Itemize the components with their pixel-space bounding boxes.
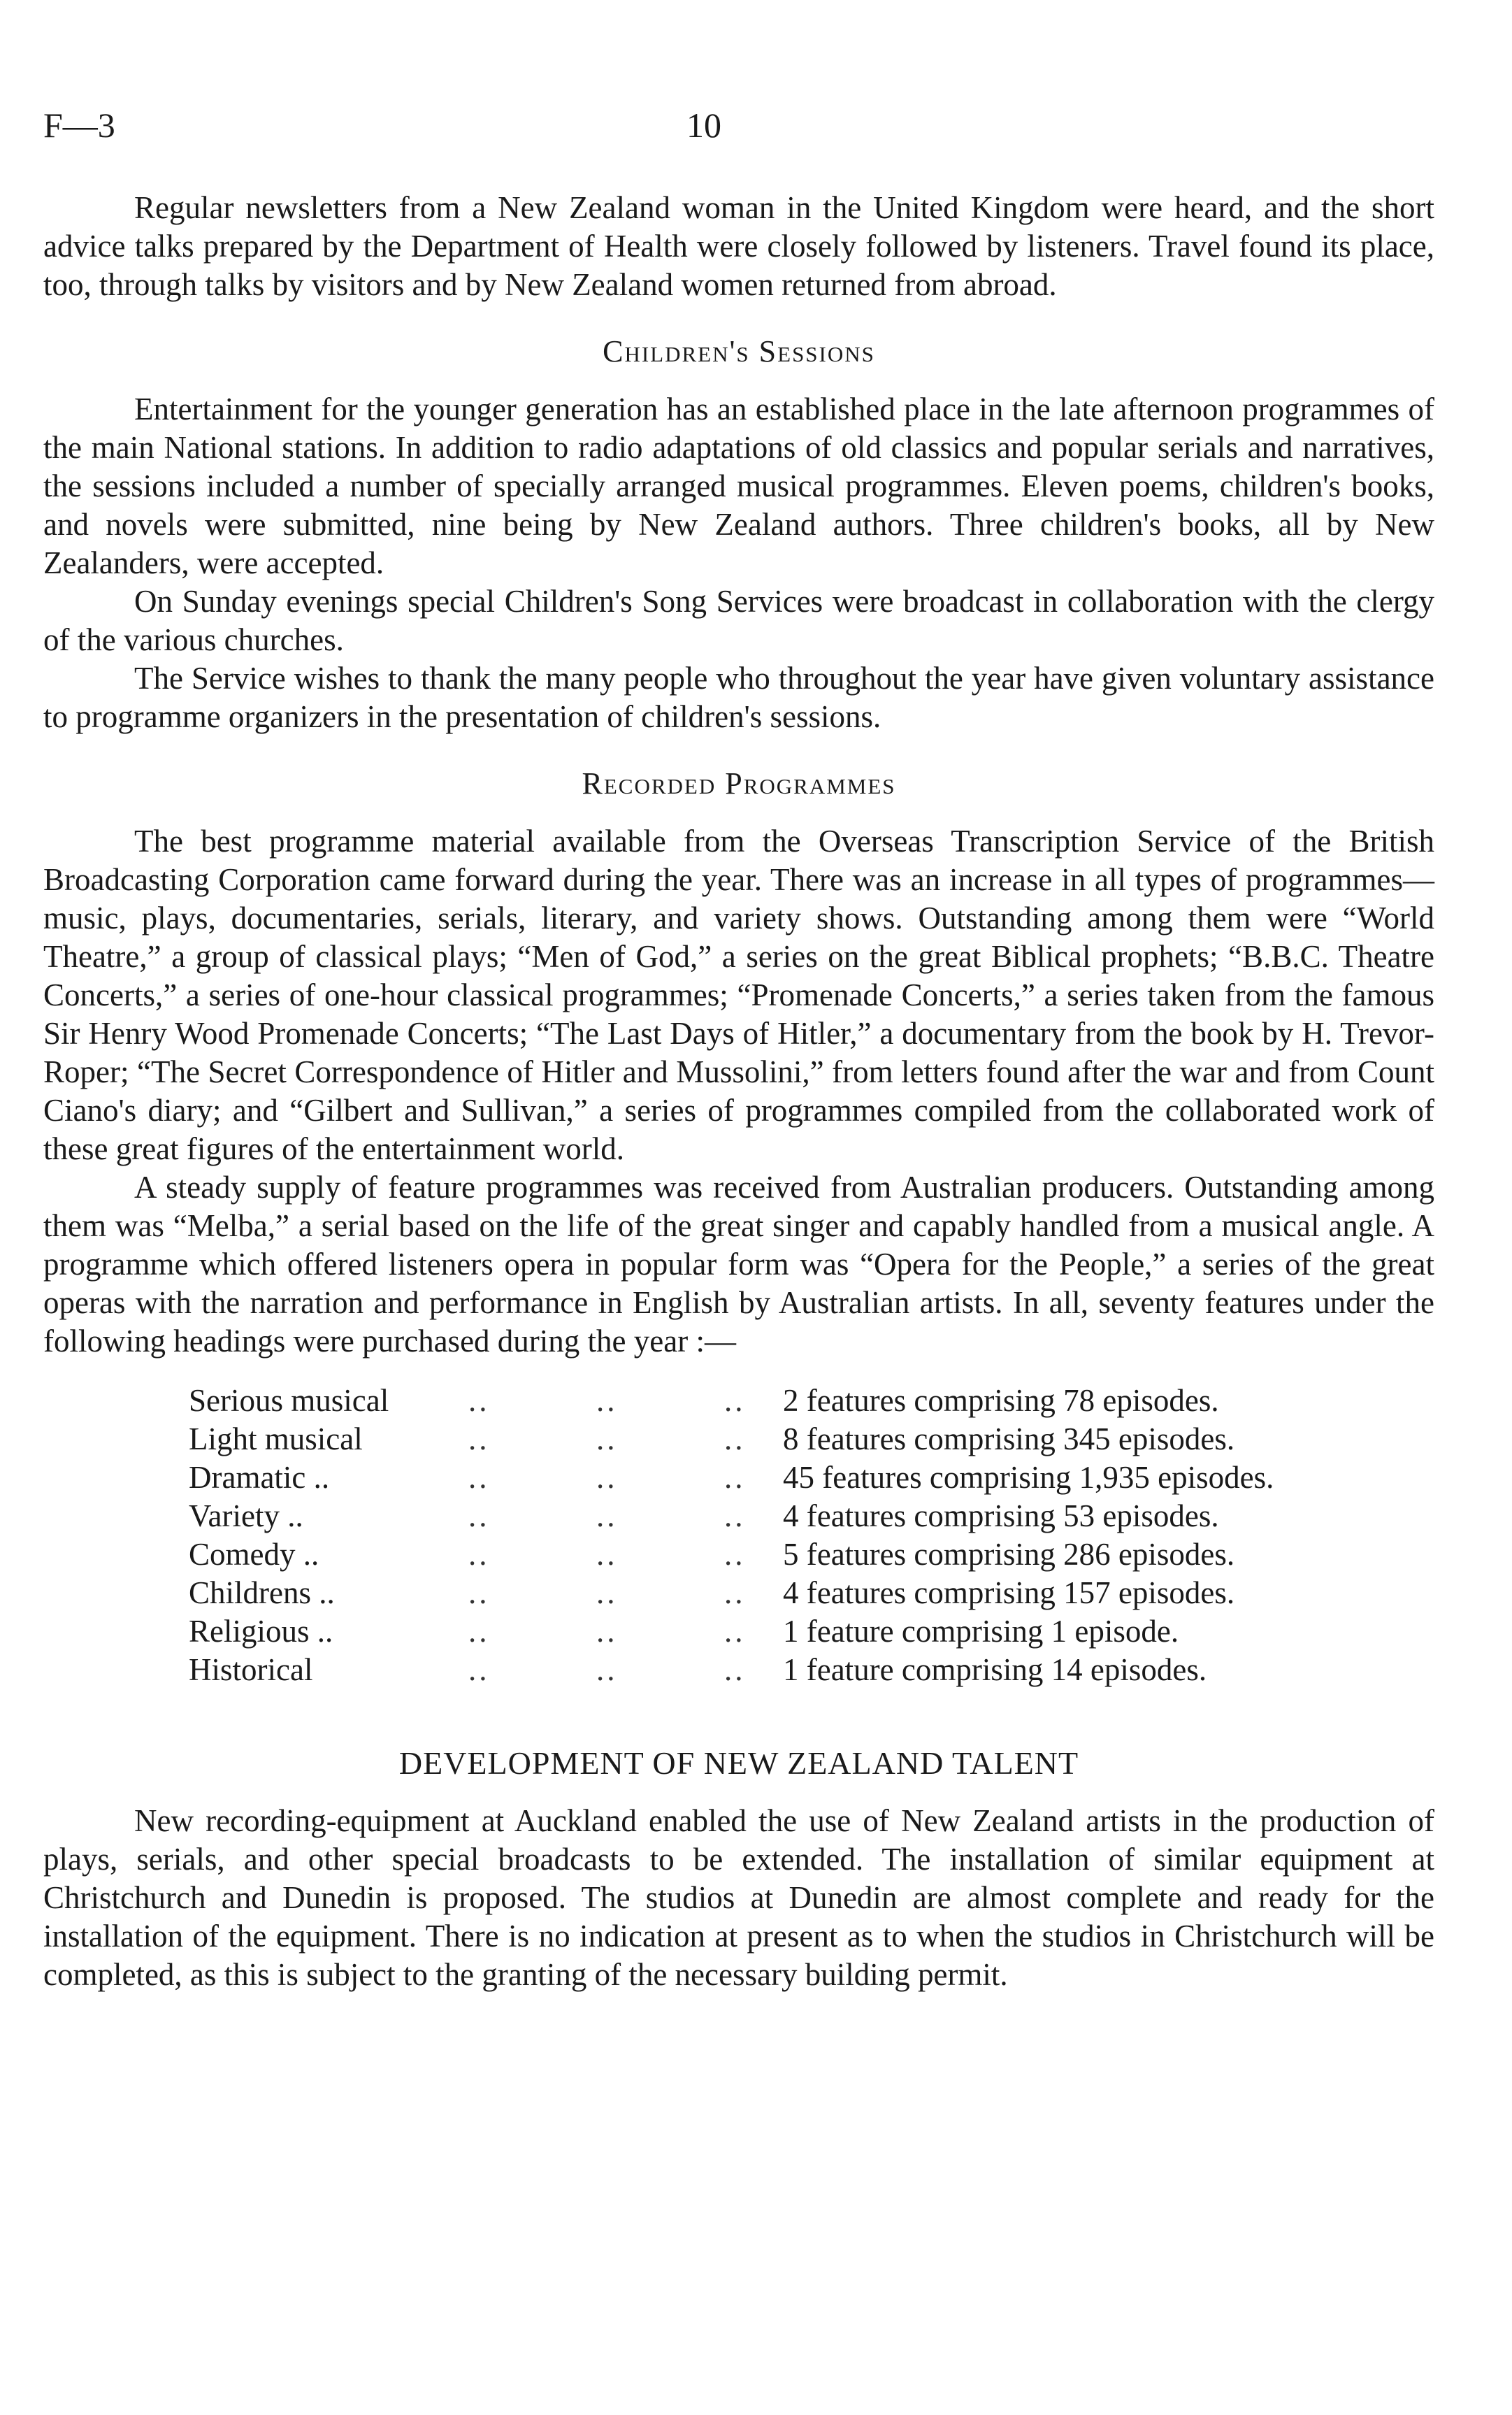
feature-heading: Childrens ..	[189, 1575, 335, 1610]
leader-dots: .. .. ..	[468, 1614, 746, 1649]
feature-count: 4 features comprising 53 episodes.	[783, 1498, 1219, 1533]
childrens-sessions-heading: Children's Sessions	[603, 334, 875, 368]
childrens-sessions-paragraph-3: The Service wishes to thank the many people who throughout the year have given voluntary assistance to programme organizers in the presentation of children's sessions.	[43, 661, 1434, 734]
childrens-sessions-paragraph-1: Entertainment for the younger generation has an established place in the late afternoon programmes of the main National stations. In addition to radio adaptations of old classics and popular serials and narratives, the sessions included a number of specially arranged musical programmes. Eleven poems, children's books, and novels were submitted, nine being by New Zealand authors. Three children's books, all by New Zealanders, were accepted.	[43, 392, 1434, 580]
leader-dots: .. .. ..	[468, 1575, 746, 1610]
feature-count: 45 features comprising 1,935 episodes.	[783, 1460, 1274, 1495]
table-row	[189, 1382, 1274, 1420]
table-row	[189, 1651, 1274, 1689]
feature-count: 1 feature comprising 1 episode.	[783, 1614, 1179, 1649]
leader-dots: .. .. ..	[468, 1652, 746, 1687]
table-row	[189, 1459, 1274, 1497]
leader-dots: .. .. ..	[468, 1537, 746, 1572]
feature-heading: Comedy ..	[189, 1537, 319, 1572]
leader-dots: .. .. ..	[468, 1498, 746, 1533]
recorded-programmes-paragraph-1: The best programme material available from the Overseas Transcription Service of the British Broadcasting Corporation came forward during the year. There was an increase in all types of programmes—music, plays, documentaries, serials, literary, and variety shows. Outstanding among them were “World Theatre,” a group of classical plays; “Men of God,” a series on the great Biblical prophets; “B.B.C. Theatre Concerts,” a series of one-hour classical programmes; “Promenade Concerts,” a series taken from the famous Sir Henry Wood Promenade Concerts; “The Last Days of Hitler,” a documentary from the book by H. Trevor-Roper; “The Secret Correspondence of Hitler and Mussolini,” from letters found after the war and from Count Ciano's diary; and “Gilbert and Sullivan,” a series of programmes compiled from the collaborated work of these great figures of the entertainment world.	[43, 824, 1434, 1166]
document-code: F—3	[43, 106, 115, 145]
table-row	[189, 1535, 1274, 1574]
feature-heading: Light musical	[189, 1421, 363, 1456]
recorded-programmes-paragraph-2: A steady supply of feature programmes was received from Australian producers. Outstanding among them was “Melba,” a serial based on the life of the great singer and capably handled from a musical angle. A programme which offered listeners opera in popular form was “Opera for the People,” a series of the great operas with the narration and performance in English by Australian artists. In all, seventy features under the following headings were purchased during the year :—	[43, 1170, 1434, 1359]
recorded-programmes-heading: Recorded Programmes	[582, 766, 896, 801]
page-header	[43, 105, 1441, 154]
leader-dots: .. .. ..	[468, 1383, 746, 1418]
feature-count: 2 features comprising 78 episodes.	[783, 1383, 1219, 1418]
feature-heading: Historical	[189, 1652, 313, 1687]
feature-count: 4 features comprising 157 episodes.	[783, 1575, 1235, 1610]
feature-count: 5 features comprising 286 episodes.	[783, 1537, 1235, 1572]
feature-count: 8 features comprising 345 episodes.	[783, 1421, 1235, 1456]
table-row	[189, 1612, 1274, 1651]
table-row	[189, 1497, 1274, 1535]
nz-talent-heading: DEVELOPMENT OF NEW ZEALAND TALENT	[398, 1745, 1079, 1781]
childrens-sessions-paragraph-2: On Sunday evenings special Children's Song Services were broadcast in collaboration with the clergy of the various churches.	[43, 584, 1434, 657]
feature-heading: Dramatic ..	[189, 1460, 330, 1495]
leader-dots: .. .. ..	[468, 1421, 746, 1456]
intro-paragraph: Regular newsletters from a New Zealand woman in the United Kingdom were heard, and the short advice talks prepared by the Department of Health were closely followed by listeners. Travel found its place, too, through talks by visitors and by New Zealand women returned from abroad.	[43, 190, 1434, 302]
feature-heading: Variety ..	[189, 1498, 303, 1533]
table-row	[189, 1420, 1274, 1459]
page-body	[43, 189, 1434, 1994]
feature-heading: Religious ..	[189, 1614, 333, 1649]
page-number: 10	[686, 106, 721, 145]
feature-count: 1 feature comprising 14 episodes.	[783, 1652, 1207, 1687]
leader-dots: .. .. ..	[468, 1460, 746, 1495]
nz-talent-paragraph: New recording-equipment at Auckland enabled the use of New Zealand artists in the production of plays, serials, and other special broadcasts to be extended. The installation of similar equipment at Christchurch and Dunedin is proposed. The studios at Dunedin are almost complete and ready for the installation of the equipment. There is no indication at present as to when the studios in Christchurch will be completed, as this is subject to the granting of the necessary building permit.	[43, 1803, 1434, 1992]
table-row	[189, 1574, 1274, 1612]
features-table	[189, 1382, 1274, 1689]
feature-heading: Serious musical	[189, 1383, 389, 1418]
